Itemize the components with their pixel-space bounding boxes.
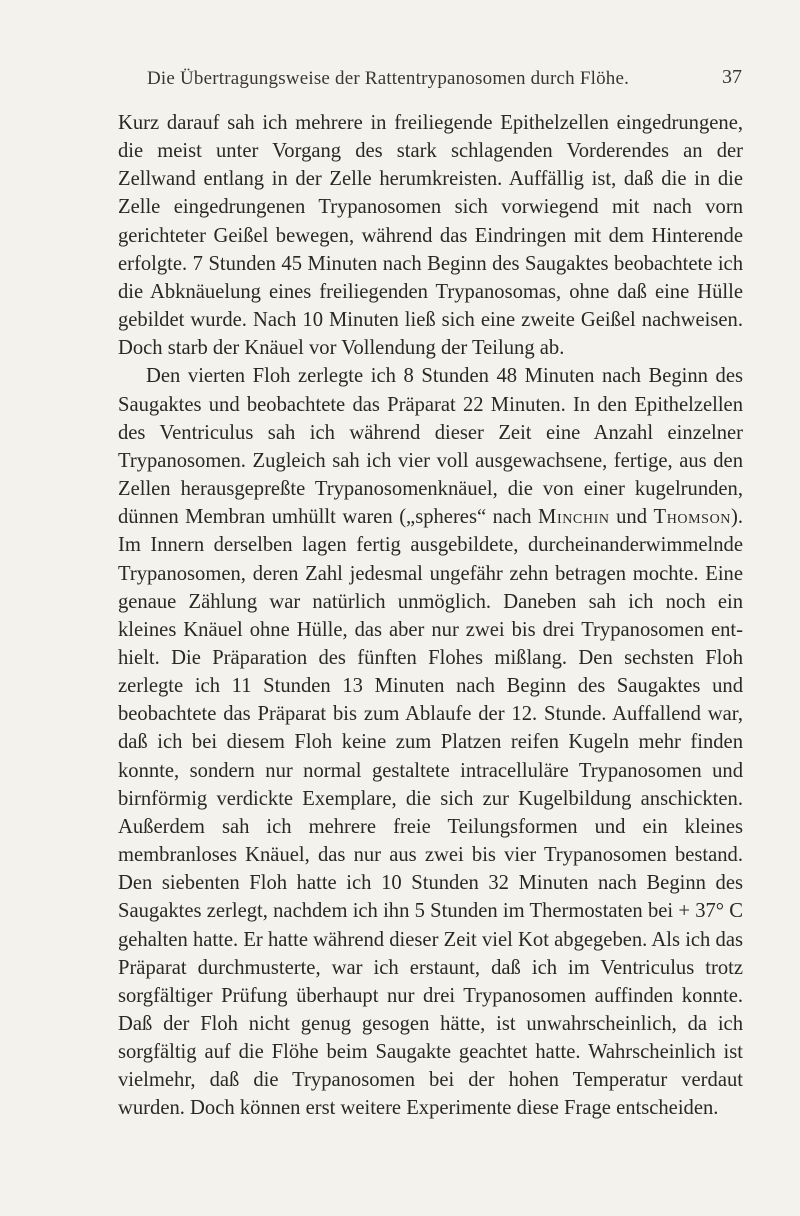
paragraph-2-text-b: und (609, 506, 654, 529)
author-name-minchin: Minchin (538, 506, 610, 529)
body-text (118, 109, 743, 1123)
paragraph-2-text-a: Den vierten Floh zerlegte ich 8 Stunden 48 Minuten nach Beginn des Saugaktes und beobachtete das Präparat 22 Minuten. In den Epithelzellen des Ventriculus sah ich während dieser Zeit eine Anzahl einzelner Trypanosomen. Zugleich sah ich vier voll ausgewachsene, fertige, aus den Zellen herausgepreßte Trypanosomenknäuel, die von einer kugelrunden, dünnen Membran umhüllt waren („spheres“ nach (118, 365, 743, 529)
paragraph-2-text-c: ). Im Innern derselben lagen fertig ausgebildete, durcheinanderwimmelnde Trypanosomen, deren Zahl jedesmal ungefähr zehn betragen mochte. Eine genaue Zählung war natürlich unmöglich. Daneben sah ich noch ein kleines Knäuel ohne Hülle, das aber nur zwei bis drei Trypanosomen enthielt. Die Präparation des fünften Flohes mißlang. Den sechsten Floh zerlegte ich 11 Stunden 13 Minuten nach Beginn des Saugaktes und beobachtete das Präparat bis zum Ablaufe der 12. Stunde. Auffallend war, daß ich bei diesem Floh keine zum Platzen reifen Kugeln mehr finden konnte, sondern nur normal gestaltete intracelluläre Trypanosomen und birnförmig verdickte Exemplare, die sich zur Kugelbildung anschickten. Außerdem sah ich mehrere freie Teilungsformen und ein kleines membranloses Knäuel, das nur aus zwei bis vier Trypanosomen bestand. Den siebenten Floh hatte ich 10 Stunden 32 Minuten nach Beginn des Saugaktes zerlegt, nachdem ich ihn 5 Stunden im Thermostaten bei + 37° C gehalten hatte. Er hatte während dieser Zeit viel Kot abgegeben. Als ich das Präparat durchmusterte, war ich erstaunt, daß ich im Ventriculus trotz sorgfältiger Prüfung überhaupt nur drei Trypanosomen auffinden konnte. Daß der Floh nicht genug gesogen hätte, ist unwahrscheinlich, da ich sorgfältig auf die Flöhe beim Saugakte geachtet hatte. Wahrscheinlich ist vielmehr, daß die Trypanosomen bei der hohen Temperatur verdaut wurden. Doch können erst weitere Experimente diese Frage entscheiden. (118, 506, 744, 1120)
paragraph-1-text: Kurz darauf sah ich mehrere in freiliegende Epithelzellen eingedrungene, die meist unter Vorgang des stark schlagenden Vorderendes an der Zellwand entlang in der Zelle herumkreisten. Auffällig ist, daß die in die Zelle eingedrungenen Trypanosomen sich vorwiegend mit nach vorn gerichteter Geißel bewegen, während das Eindringen mit dem Hinterende erfolgte. 7 Stunden 45 Minuten nach Beginn des Saugaktes beobachtete ich die Abknäuelung eines freiliegenden Trypanosomas, ohne daß eine Hülle gebildet wurde. Nach 10 Minuten ließ sich eine zweite Geißel nachweisen. Doch starb der Knäuel vor Vollendung der Teilung ab. (118, 112, 743, 360)
page-number: 37 (722, 66, 742, 88)
paragraph-1 (118, 109, 743, 362)
author-name-thomson: Thomson (653, 506, 731, 529)
paragraph-2 (118, 362, 743, 1122)
running-title: Die Übertragungsweise der Rattentrypanosomen durch Flöhe. (147, 68, 630, 89)
